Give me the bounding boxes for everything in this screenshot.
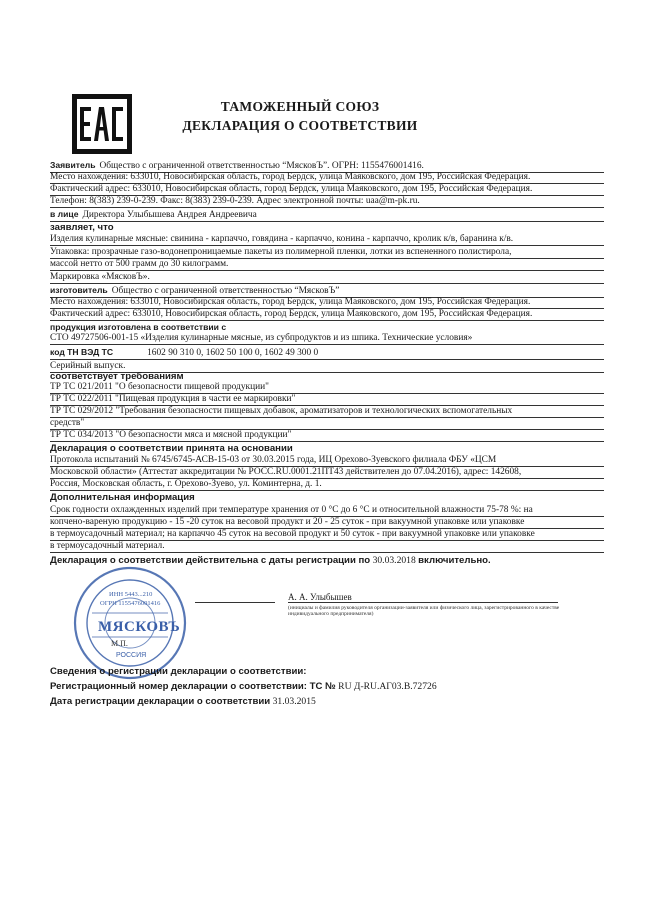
applicant-contacts: Телефон: 8(383) 239-0-239. Факс: 8(383) 239-0-239. Адрес электронной почты: uaa@m-pk.ru. <box>50 196 604 208</box>
requirement-item: средств" <box>50 418 604 430</box>
signature-line <box>195 602 275 603</box>
manufacturer-address: Место нахождения: 633010, Новосибирская область, город Бердск, улица Маяковского, дом 195, Российская Федерация. <box>50 297 604 309</box>
applicant-label: Заявитель <box>50 160 96 170</box>
applicant-value: Общество с ограниченной ответственностью “МясковЪ”. ОГРН: 1155476001416. <box>99 161 424 171</box>
eac-logo <box>72 94 132 154</box>
packaging-line-2: массой нетто от 500 грамм до 30 килограмм. <box>50 259 604 271</box>
serial-release: Серийный выпуск. <box>50 361 604 373</box>
header-title-union: ТАМОЖЕННЫЙ СОЮЗ <box>220 99 380 114</box>
requirement-item: ТР ТС 022/2011 "Пищевая продукция в части ее маркировки" <box>50 394 604 406</box>
validity-suffix: включительно. <box>418 555 491 566</box>
stamp-inn: ИНН 5443...210 <box>109 591 153 598</box>
validity-text: Декларация о соответствии действительна с даты регистрации по <box>50 555 371 566</box>
person-line <box>50 209 604 222</box>
additional-line: Срок годности охлажденных изделий при температуре хранения от 0 °С до 6 °С и относительной влажности 75-78 %: на <box>50 505 604 517</box>
registration-date-line <box>50 696 316 707</box>
product-description: Изделия кулинарные мясные: свинина - карпаччо, говядина - карпаччо, конина - карпаччо, кролик к/в, баранина к/в. <box>50 234 604 246</box>
code-value: 1602 90 310 0, 1602 50 100 0, 1602 49 300 0 <box>147 348 319 358</box>
marking: Маркировка «МясковЪ». <box>50 272 604 284</box>
signatory-name: А. А. Улыбышев <box>288 592 558 603</box>
packaging-line-1: Упаковка: прозрачные газо-водонепроницаемые пакеты из полимерной пленки, лотки из вспененного полистирола, <box>50 247 604 259</box>
eac-logo-icon <box>77 99 127 149</box>
basis-line: Россия, Московская область, г. Орехово-Зуево, ул. Коминтерна, д. 1. <box>50 479 604 491</box>
requirement-item: ТР ТС 021/2011 "О безопасности пищевой продукции" <box>50 382 604 394</box>
declares-label: заявляет, что <box>50 222 114 233</box>
additional-label: Дополнительная информация <box>50 492 195 503</box>
registration-title: Сведения о регистрации декларации о соответствии: <box>50 666 307 677</box>
code-label: код ТН ВЭД ТС <box>50 347 114 357</box>
registration-number-label: Регистрационный номер декларации о соответствии: ТС № <box>50 681 336 692</box>
manufacturer-actual-address: Фактический адрес: 633010, Новосибирская область, город Бердск, улица Маяковского, дом 195, Российская Федерация. <box>50 309 604 321</box>
standard-value: СТО 49727506-001-15 «Изделия кулинарные мясные, из субпродуктов и из шпика. Технические условия» <box>50 333 604 345</box>
basis-label: Декларация о соответствии принята на основании <box>50 443 293 454</box>
additional-line: копчено-вареную продукцию - 15 -20 суток на весовой продукт и 20 - 25 суток - при вакуумной упаковке или упаковке <box>50 517 604 529</box>
registration-number-line <box>50 681 437 692</box>
person-value: Директора Улыбышева Андрея Андреевича <box>82 210 257 220</box>
requirement-item: ТР ТС 034/2013 "О безопасности мяса и мясной продукции" <box>50 430 604 442</box>
manufacturer-label: изготовитель <box>50 285 108 295</box>
additional-line: в термоусадочный материал. <box>50 541 604 553</box>
requirement-item: ТР ТС 029/2012 "Требования безопасности пищевых добавок, ароматизаторов и технологических вспомогательных <box>50 406 604 418</box>
stamp-ogrn: ОГРН 1155476001416 <box>100 600 161 607</box>
stamp-brand: МЯСКОВЪ <box>98 619 181 635</box>
stamp-country: РОССИЯ <box>116 652 147 659</box>
registration-date-label: Дата регистрации декларации о соответствии <box>50 696 271 707</box>
applicant-address: Место нахождения: 633010, Новосибирская область, город Бердск, улица Маяковского, дом 195, Российская Федерация. <box>50 172 604 184</box>
requirements-label: соответствует требованиям <box>50 371 184 382</box>
basis-line: Московской области» (Аттестат аккредитации № РОСС.RU.0001.21ПТ43 действителен до 07.04.2016), адрес: 142608, <box>50 467 604 479</box>
person-label: в лице <box>50 209 79 219</box>
basis-line: Протокола испытаний № 6745/6745-АСВ-15-03 от 30.03.2015 года, ИЦ Орехово-Зуевского филиала ФБУ «ЦСМ <box>50 455 604 467</box>
registration-number-value: RU Д-RU.АГ03.В.72726 <box>338 681 437 692</box>
signature-caption-2: индивидуального предпринимателя) <box>288 611 374 617</box>
standard-label: продукция изготовлена в соответствии с <box>50 322 227 332</box>
validity-date: 30.03.2018 <box>372 555 416 566</box>
manufacturer-value: Общество с ограниченной ответственностью “МясковЪ” <box>111 286 340 296</box>
header-title-declaration: ДЕКЛАРАЦИЯ О СООТВЕТСТВИИ <box>182 118 418 133</box>
stamp-mp: М.П. <box>111 639 128 648</box>
applicant-actual-address: Фактический адрес: 633010, Новосибирская область, город Бердск, улица Маяковского, дом 195, Российская Федерация. <box>50 184 604 196</box>
additional-line: в термоусадочный материал; на карпаччо 45 суток на весовой продукт и 50 суток - при вакуумной упаковке или упаковке <box>50 529 604 541</box>
signature-caption: (инициалы и фамилия руководителя организации-заявителя или физического лица, зарегистрированного в качестве <box>288 605 560 611</box>
registration-date-value: 31.03.2015 <box>272 696 316 707</box>
code-line <box>50 347 604 360</box>
